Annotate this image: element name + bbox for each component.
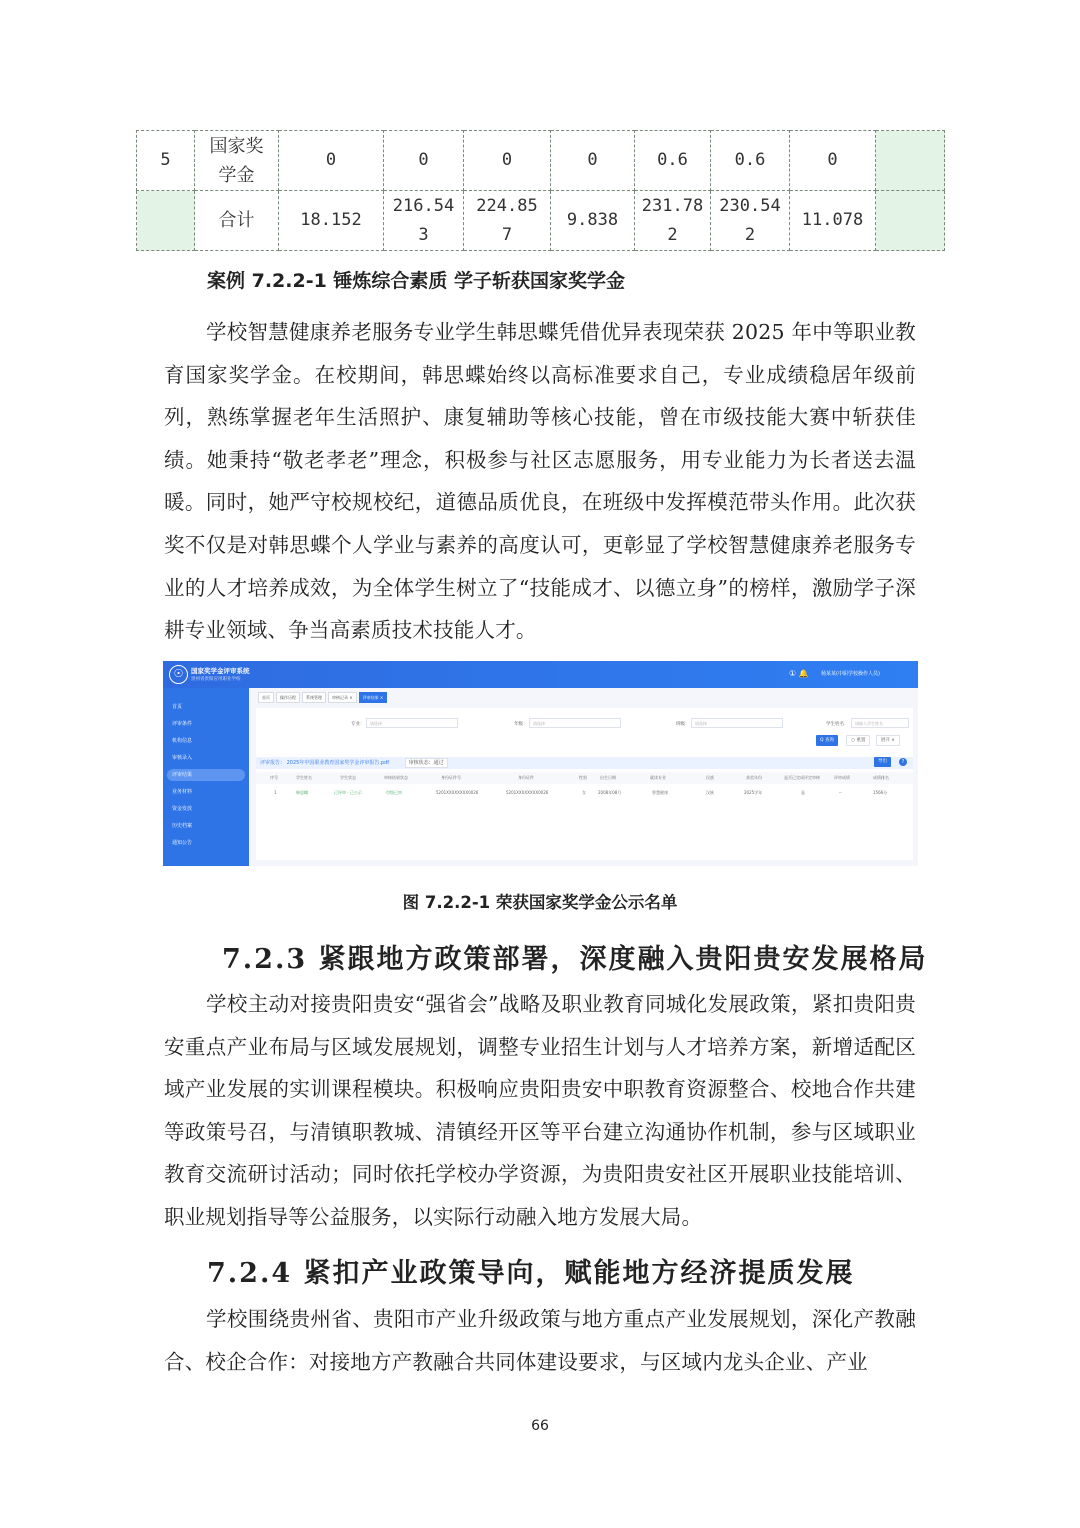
class-label: 班级：: [676, 722, 690, 727]
case-paragraph: 学校智慧健康养老服务专业学生韩思蝶凭借优异表现荣获 2025 年中等职业教育国家奖学金。在校期间，韩思蝶始终以高标准要求自己，专业成绩稳居年级前列，熟练掌握老年生活照护、康复辅助等核心技能，曾在市级技能大赛中斩获佳绩。她秉持“敬老孝老”理念，积极参与社区志愿服务，用专业能力为长者送去温暖。同时，她严守校规校纪，道德品质优良，在班级中发挥模范带头作用。此次获奖不仅是对韩思蝶个人学业与素养的高度认可，更彰显了学校智慧健康养老服务专业的人才培养成效，为全体学生树立了“技能成才、以德立身”的榜样，激励学子深耕专业领域、争当高素质技术技能人才。: [164, 320, 916, 643]
figure-caption: 图 7.2.2-1 荣获国家奖学金公示名单: [402, 893, 678, 912]
table-cell: 2025学年: [744, 790, 763, 795]
table-cell: 5201XXXXXXXX0026: [436, 790, 479, 795]
table-cell: 已评审 · 已公示: [334, 790, 362, 795]
table-cell: 0.6: [711, 131, 790, 191]
tab-home[interactable]: 首页: [258, 692, 274, 703]
audit-status-tag: 审核状态：通过: [405, 758, 448, 768]
table-cell: 智慧健康: [652, 790, 668, 795]
table-cell: [876, 191, 945, 251]
sidebar-item-entry[interactable]: 审核录入: [172, 755, 193, 761]
column-header: 成绩排名: [873, 775, 889, 780]
report-notice: [256, 757, 913, 769]
sidebar-item-funding[interactable]: 资金发放: [172, 806, 193, 812]
table-cell: 0: [464, 131, 551, 191]
school-logo-icon: ☉: [169, 665, 188, 684]
user-menu[interactable]: 杨某某(中职学校操作人员): [821, 671, 880, 677]
system-header: [163, 661, 918, 688]
table-cell: 11.078: [790, 191, 876, 251]
class-select[interactable]: 请选择: [691, 718, 783, 728]
table-cell: 18.152: [279, 191, 384, 251]
search-button[interactable]: Q 查询: [816, 735, 838, 746]
sidebar-item-archive[interactable]: 历史档案: [172, 823, 193, 829]
column-header: 获奖年份: [746, 775, 762, 780]
column-header: 审核结果状态: [384, 775, 408, 780]
section-paragraph-724: 学校围绕贵州省、贵阳市产业升级政策与地方重点产业发展规划，深化产教融合、校企合作：对接地方产教融合共同体建设要求，与区域内龙头企业、产业: [164, 1307, 916, 1374]
expand-button[interactable]: 展开 ∨: [876, 735, 900, 746]
column-header: 就读专业: [650, 775, 666, 780]
table-cell: 5201XXXXXXXX0026: [506, 790, 549, 795]
table-cell: 231.782: [635, 191, 711, 251]
column-header: 民族: [706, 775, 714, 780]
table-cell: 0: [279, 131, 384, 191]
system-title: 国家奖学金评审系统: [191, 667, 250, 675]
table-cell: 9.838: [551, 191, 635, 251]
table-cell: 女: [582, 790, 586, 795]
column-header: 出生日期: [600, 775, 616, 780]
table-cell: 1: [274, 790, 277, 795]
column-header: 序号: [270, 775, 278, 780]
table-cell: 国家奖学金: [195, 131, 279, 191]
funding-table: [136, 130, 945, 251]
tab-results[interactable]: 评审结果 ×: [359, 692, 388, 703]
report-link[interactable]: 评审报告： 2025年中国职业教育国家奖学金评审报告.pdf: [260, 760, 390, 766]
column-header: 是否已完成评定审核: [784, 775, 820, 780]
page-number: 66: [531, 1418, 549, 1434]
table-cell: --: [839, 790, 842, 795]
scholarship-system-screenshot: [163, 661, 918, 866]
table-row: [137, 131, 945, 191]
sidebar-item-notice[interactable]: 通知公告: [172, 840, 193, 846]
sidebar-item-materials[interactable]: 业务材料: [172, 789, 193, 795]
tab-strip: [258, 692, 389, 702]
sidebar-item-criteria[interactable]: 评审条件: [172, 721, 193, 727]
column-header: 身份证件: [518, 775, 534, 780]
results-table-header: [256, 772, 913, 784]
sidebar-item-institution[interactable]: 机构信息: [172, 738, 193, 744]
section-paragraph-723: 学校主动对接贵阳贵安“强省会”战略及职业教育同城化发展政策，紧扣贵阳贵安重点产业布局与区域发展规划，调整专业招生计划与人才培养方案，新增适配区域产业发展的实训课程模块。积极响应贵阳贵安中职教育资源整合、校地合作共建等政策号召，与清镇职教城、清镇经开区等平台建立沟通协作机制，参与区域职业教育交流研讨活动；同时依托学校办学资源，为贵阳贵安社区开展职业技能培训、职业规划指导等公益服务，以实际行动融入地方发展大局。: [164, 992, 916, 1229]
table-cell: 5: [137, 131, 195, 191]
column-header: 评审成绩: [834, 775, 850, 780]
tab-system[interactable]: 系统管理: [302, 692, 326, 703]
table-cell: 汉族: [706, 790, 714, 795]
table-cell: 是: [801, 790, 805, 795]
help-bell-icon[interactable]: ① 🔔: [789, 669, 809, 678]
reset-button[interactable]: ○ 重置: [846, 735, 870, 746]
table-cell: [876, 131, 945, 191]
table-cell[interactable]: 韩思蝶: [296, 790, 308, 795]
results-panel: [256, 708, 913, 860]
major-select[interactable]: 请选择: [366, 718, 458, 728]
table-cell: 0: [384, 131, 464, 191]
sidebar: [163, 688, 249, 866]
table-cell: 0: [551, 131, 635, 191]
section-heading-724: 7.2.4 紧扣产业政策导向，赋能地方经济提质发展: [207, 1258, 855, 1289]
help-icon[interactable]: ?: [899, 758, 907, 766]
table-cell: 1566分: [873, 790, 888, 795]
table-cell: 0.6: [635, 131, 711, 191]
sidebar-item-home[interactable]: 首页: [172, 704, 183, 710]
year-select[interactable]: 请选择: [529, 718, 621, 728]
table-row: [137, 191, 945, 251]
student-label: 学生姓名：: [826, 722, 849, 727]
system-subtitle: 贵州省贵阳应用职业学校: [191, 677, 241, 682]
column-header: 学生状态: [340, 775, 356, 780]
table-cell: 市级已审: [386, 790, 402, 795]
table-cell: 合计: [195, 191, 279, 251]
student-search-input[interactable]: 请输入学生姓名: [851, 718, 909, 728]
major-label: 专业：: [351, 722, 365, 727]
tab-history[interactable]: 操作历程: [276, 692, 300, 703]
column-header: 身份证件号: [441, 775, 461, 780]
table-cell: 0: [790, 131, 876, 191]
column-header: 性别: [579, 775, 587, 780]
column-header: 学生姓名: [296, 775, 312, 780]
year-label: 年级：: [514, 722, 528, 727]
tab-audit[interactable]: 审核记录 ×: [328, 692, 357, 703]
table-cell: 230.542: [711, 191, 790, 251]
case-title: 案例 7.2.2-1 锤炼综合素质 学子斩获国家奖学金: [207, 270, 626, 292]
section-heading-723: 7.2.3 紧跟地方政策部署，深度融入贵阳贵安发展格局: [222, 944, 928, 975]
sidebar-item-results[interactable]: 评审结果: [167, 769, 245, 781]
table-cell: 2008年08月: [598, 790, 622, 795]
export-button[interactable]: 导出: [874, 757, 891, 767]
table-cell: 224.857: [464, 191, 551, 251]
table-cell: 216.543: [384, 191, 464, 251]
table-cell: [137, 191, 195, 251]
table-row[interactable]: [256, 787, 913, 799]
